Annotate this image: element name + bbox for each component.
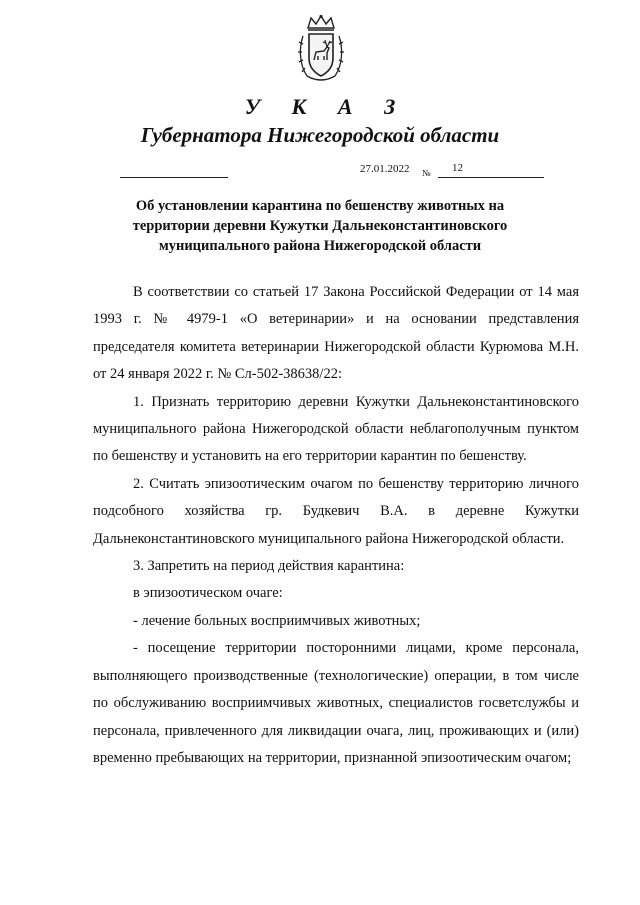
paragraph-item-3: 3. Запретить на период действия карантина:	[133, 558, 405, 575]
document-title: У К А З	[244, 94, 409, 119]
list-item: - лечение больных восприимчивых животных;	[133, 612, 421, 629]
paragraph-preamble: В соответствии со статьей 17 Закона Российской Федерации от 14 мая 1993 г. № 4979-1 «О ветеринарии» и на основании представления председателя комитета ветеринарии Нижегородской области Курюмова М.Н. от 24 января 2022 г. № Сл-502-38638/22:	[93, 284, 579, 383]
paragraph-item-1: 1. Признать территорию деревни Кужутки Дальнеконстантиновского муниципального района Нижегородской области неблагополучным пунктом по бешенству и установить на его территории карантин по бешенству.	[93, 393, 579, 465]
document-body	[93, 279, 579, 772]
heading-line: территории деревни Кужутки Дальнеконстантиновского	[132, 218, 508, 234]
number-line	[438, 177, 544, 178]
document-date: 27.01.2022	[360, 163, 410, 175]
document-heading	[120, 196, 520, 256]
list-item: - посещение территории посторонними лицами, кроме персонала, выполняющего производственные (технологические) операции, в том числе по обслуживанию восприимчивых животных, специалистов госветслужбы и персонала, привлеченного для ликвидации очага, лиц, проживающих и (или) временно пребывающих на территории, признанной эпизоотическим очагом;	[93, 640, 579, 766]
document-number: 12	[452, 162, 463, 174]
paragraph-subheading: в эпизоотическом очаге:	[133, 585, 283, 602]
coat-of-arms-icon	[298, 14, 344, 86]
signature-line	[120, 177, 228, 178]
document-subtitle: Губернатора Нижегородской области	[140, 123, 500, 147]
heading-line: Об установлении карантина по бешенству животных на	[135, 198, 505, 214]
paragraph-item-2: 2. Считать эпизоотическим очагом по бешенству территорию личного подсобного хозяйства гр. Будкевич В.А. в деревне Кужутки Дальнеконстантиновского муниципального района Нижегородской области.	[93, 475, 579, 547]
number-sign: №	[422, 168, 431, 178]
heading-line: муниципального района Нижегородской области	[158, 238, 482, 254]
